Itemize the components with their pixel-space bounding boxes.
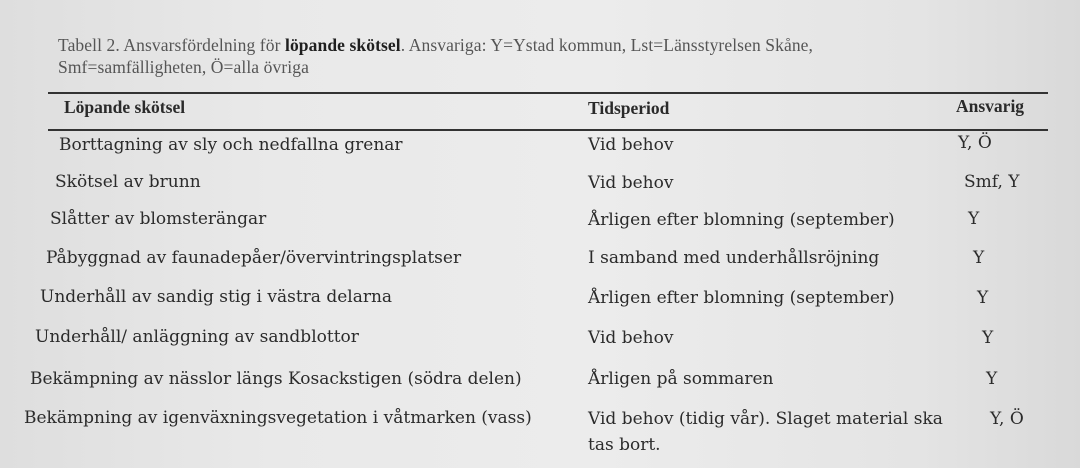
table-header-rule xyxy=(48,129,1048,131)
table-top-rule xyxy=(48,92,1048,94)
row-2-task: Slåtter av blomsterängar xyxy=(50,209,267,229)
table-caption xyxy=(58,34,1018,78)
row-4-period: Årligen efter blomning (september) xyxy=(588,288,895,308)
row-6-task: Bekämpning av nässlor längs Kosackstigen (södra delen) xyxy=(30,369,522,389)
row-4-responsible: Y xyxy=(977,288,989,308)
row-0-responsible: Y, Ö xyxy=(958,133,992,153)
row-3-responsible: Y xyxy=(973,248,985,268)
row-7-period: Vid behov (tidig vår). Slaget material ska tas bort. xyxy=(588,409,943,455)
row-0-task: Borttagning av sly och nedfallna grenar xyxy=(59,135,403,155)
row-7-responsible: Y, Ö xyxy=(990,409,1024,429)
caption-prefix: Tabell 2. Ansvarsfördelning för xyxy=(58,35,285,55)
row-5-period: Vid behov xyxy=(588,328,674,348)
header-period: Tidsperiod xyxy=(588,98,670,118)
caption-bold: löpande skötsel xyxy=(285,35,401,55)
caption-line1-rest: . Ansvariga: Y=Ystad kommun, Lst=Länsstyrelsen Skåne, xyxy=(400,35,814,55)
row-1-responsible: Smf, Y xyxy=(964,172,1020,192)
row-7-task: Bekämpning av igenväxningsvegetation i våtmarken (vass) xyxy=(24,408,532,428)
caption-line2: Smf=samfälligheten, Ö=alla övriga xyxy=(58,57,309,77)
header-task: Löpande skötsel xyxy=(64,97,186,117)
row-2-responsible: Y xyxy=(968,209,980,229)
header-responsible: Ansvarig xyxy=(956,96,1025,116)
row-6-responsible: Y xyxy=(986,369,998,389)
row-4-task: Underhåll av sandig stig i västra delarna xyxy=(40,287,393,307)
row-3-task: Påbyggnad av faunadepåer/övervintringsplatser xyxy=(46,248,462,268)
row-1-task: Skötsel av brunn xyxy=(55,172,201,192)
row-5-task: Underhåll/ anläggning av sandblottor xyxy=(35,327,359,347)
row-2-period: Årligen efter blomning (september) xyxy=(588,210,895,230)
row-0-period: Vid behov xyxy=(588,135,674,155)
row-6-period: Årligen på sommaren xyxy=(588,369,774,389)
row-3-period: I samband med underhållsröjning xyxy=(588,248,880,268)
row-5-responsible: Y xyxy=(982,328,994,348)
row-1-period: Vid behov xyxy=(588,173,674,193)
